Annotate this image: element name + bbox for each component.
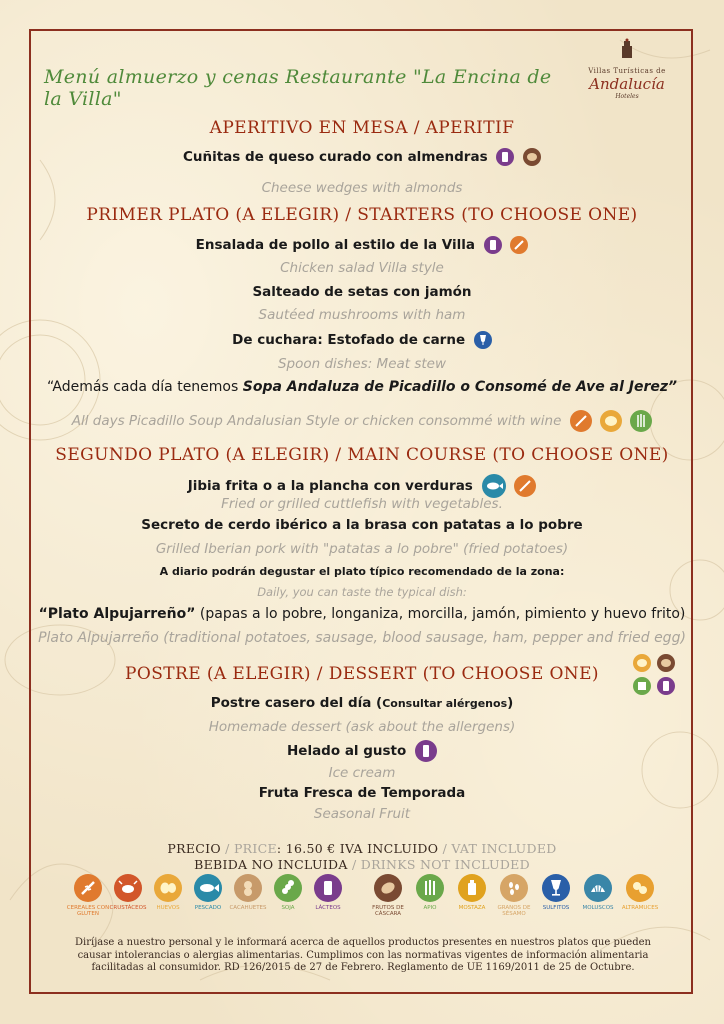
translation-daily-typical: Daily, you can taste the typical dish: — [257, 585, 467, 599]
celery-icon — [416, 874, 444, 902]
dish-name: De cuchara: Estofado de carne — [232, 332, 466, 348]
legend-label: CRUSTÁCEOS — [109, 905, 147, 911]
dish-name: Jibia frita o a la plancha con verduras — [187, 478, 473, 494]
soy-icon — [633, 677, 651, 695]
logo-text-top: Villas Turísticas de — [588, 67, 666, 75]
drinks-label-en: DRINKS NOT INCLUDED — [360, 857, 530, 872]
legend-item-dairy — [304, 874, 352, 911]
gluten-icon — [74, 874, 102, 902]
soup-note-prefix: “Además cada día tenemos — [46, 379, 243, 395]
allergen-disclaimer: Diríjase a nuestro personal y le informará acerca de aquellos productos presentes en nuestros platos que pueden causar intolerancias o alergias alimentarias. Cumplimos con las normativas vigentes de información alimentaria facilitadas al consumidor. RD 126/2015 de 27 de Febrero. Reglamento de UE 1169/2011 de 25 de Octubre. — [75, 937, 651, 973]
legend-label: MOSTAZA — [458, 905, 486, 911]
dish-name: Salteado de setas con jamón — [252, 284, 472, 300]
typical-dish-description: (papas a lo pobre, longaniza, morcilla, jamón, pimiento y huevo frito) — [195, 606, 686, 622]
gluten-icon — [570, 410, 592, 432]
translation-main-1: Fried or grilled cuttlefish with vegetables. — [221, 496, 503, 512]
egg-icon — [154, 874, 182, 902]
sesame-icon — [500, 874, 528, 902]
peanut-icon — [234, 874, 262, 902]
typical-dish — [0, 606, 724, 622]
legend-label: LÁCTEOS — [315, 905, 341, 911]
translation-daily-soup — [0, 410, 724, 432]
vat-label-en: VAT INCLUDED — [451, 841, 557, 856]
milk-icon — [314, 874, 342, 902]
legend-label: SULFITOS — [542, 905, 570, 911]
legend-item-sulphites — [532, 874, 580, 911]
logo-text-brand: Andalucía — [589, 75, 665, 93]
legend-label: PESCADO — [194, 905, 222, 911]
milk-icon — [657, 677, 675, 695]
fish-icon — [194, 874, 222, 902]
section-heading-starters: PRIMER PLATO (A ELEGIR) / STARTERS (TO CHOOSE ONE) — [86, 205, 638, 225]
dish-name: Fruta Fresca de Temporada — [258, 785, 466, 801]
milk-icon — [415, 740, 437, 762]
soup-translation: All days Picadillo Soup Andalusian Style or chicken consommé with wine — [71, 413, 562, 429]
brand-logo — [582, 38, 672, 114]
translation-dessert-3: Seasonal Fruit — [313, 806, 411, 822]
tower-icon — [616, 38, 638, 60]
soup-note-dishes: Sopa Andaluza de Picadillo o Consomé de Ave al Jerez” — [242, 379, 678, 395]
dish-dessert-3 — [0, 785, 724, 801]
allergen-note: Consultar alérgenos — [382, 697, 508, 710]
dish-name: Cuñitas de queso curado con almendras — [182, 149, 488, 165]
daily-soup-note — [0, 379, 724, 395]
price-line: PRECIO / PRICE: 16.50 € IVA INCLUIDO / VAT INCLUDED — [167, 841, 557, 856]
dessert-allergen-icons — [633, 654, 681, 698]
milk-icon — [496, 148, 514, 166]
legend-item-sesame — [490, 874, 538, 917]
legend-item-nuts — [364, 874, 412, 917]
dish-name: Postre casero del día ( — [210, 695, 383, 711]
legend-label: HUEVOS — [156, 905, 180, 911]
legend-label: GRANOS DE SÉSAMO — [497, 905, 531, 917]
daily-typical-note: A diario podrán degustar el plato típico recomendado de la zona: — [159, 565, 565, 578]
translation-starter-3: Spoon dishes: Meat stew — [277, 356, 447, 372]
legend-label: CEREALES CON GLUTEN — [66, 905, 110, 917]
dish-dessert-2 — [0, 740, 724, 762]
nut-icon — [374, 874, 402, 902]
legend-label: FRUTOS DE CÁSCARA — [372, 905, 404, 917]
legend-label: ALTRAMUCES — [621, 905, 659, 911]
section-heading-dessert: POSTRE (A ELEGIR) / DESSERT (TO CHOOSE ONE) — [125, 664, 599, 684]
dish-starter-1 — [0, 236, 724, 254]
section-heading-aperitif: APERITIVO EN MESA / APERITIF — [209, 118, 515, 138]
dish-starter-2 — [0, 284, 724, 300]
legend-label: CACAHUETES — [229, 905, 267, 911]
fish-icon — [482, 474, 506, 498]
section-heading-main: SEGUNDO PLATO (A ELEGIR) / MAIN COURSE (TO CHOOSE ONE) — [55, 445, 669, 465]
legend-label: APIO — [423, 905, 437, 911]
drinks-line: BEBIDA NO INCLUIDA / DRINKS NOT INCLUDED — [194, 857, 530, 872]
translation-starter-1: Chicken salad Villa style — [280, 260, 444, 276]
nut-icon — [523, 148, 541, 166]
typical-dish-name: “Plato Alpujarreño” — [38, 606, 196, 622]
dish-name: Helado al gusto — [286, 743, 407, 759]
crustacean-icon — [114, 874, 142, 902]
dish-main-2 — [0, 517, 724, 533]
legend-label: MOLUSCOS — [582, 905, 614, 911]
price-label-es: PRECIO — [167, 841, 221, 856]
celery-icon — [630, 410, 652, 432]
dish-starter-3 — [0, 331, 724, 349]
price-amount: : 16.50 € IVA INCLUIDO — [276, 841, 439, 856]
egg-icon — [600, 410, 622, 432]
legend-item-molluscs — [574, 874, 622, 911]
price-label-en: PRICE — [233, 841, 277, 856]
dish-main-1 — [0, 474, 724, 498]
allergen-legend — [64, 874, 664, 922]
dish-aperitif — [0, 148, 724, 166]
sulphite-icon — [474, 331, 492, 349]
drinks-label-es: BEBIDA NO INCLUIDA — [194, 857, 348, 872]
legend-label: SOJA — [281, 905, 295, 911]
milk-icon — [484, 236, 502, 254]
translation-main-2: Grilled Iberian pork with "patatas a lo pobre" (fried potatoes) — [155, 541, 569, 557]
mustard-icon — [458, 874, 486, 902]
dish-name-end: ) — [507, 695, 514, 711]
dish-name: Ensalada de pollo al estilo de la Villa — [195, 237, 475, 253]
translation-dessert-1: Homemade dessert (ask about the allergens) — [208, 719, 516, 735]
logo-text-bottom: Hoteles — [615, 93, 639, 100]
translation-starter-2: Sautéed mushrooms with ham — [258, 307, 466, 323]
mollusc-icon — [584, 874, 612, 902]
soy-icon — [274, 874, 302, 902]
translation-aperitif: Cheese wedges with almonds — [261, 180, 463, 196]
gluten-icon — [510, 236, 528, 254]
dish-dessert-1 — [0, 695, 724, 711]
translation-dessert-2: Ice cream — [328, 765, 396, 781]
legend-item-lupin — [616, 874, 664, 911]
legend-item-celery — [406, 874, 454, 911]
nut-icon — [657, 654, 675, 672]
dish-name: Secreto de cerdo ibérico a la brasa con patatas a lo pobre — [141, 517, 583, 533]
legend-item-mustard — [448, 874, 496, 911]
gluten-icon — [514, 475, 536, 497]
lupin-icon — [626, 874, 654, 902]
egg-icon — [633, 654, 651, 672]
translation-typical-dish: Plato Alpujarreño (traditional potatoes, sausage, blood sausage, ham, pepper and fried egg) — [38, 630, 686, 646]
menu-title: Menú almuerzo y cenas Restaurante "La Encina de la Villa" — [44, 66, 552, 110]
sulphite-icon — [542, 874, 570, 902]
